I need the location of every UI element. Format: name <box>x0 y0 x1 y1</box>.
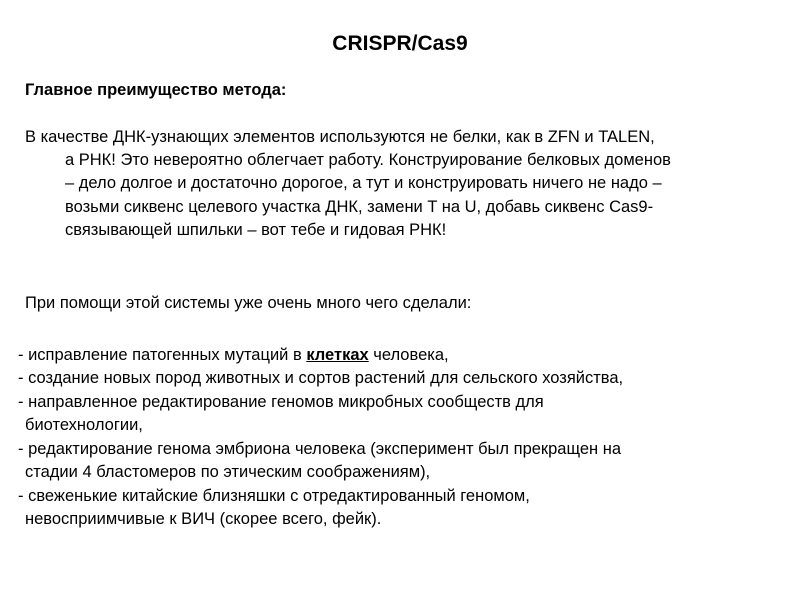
paragraph-line: а РНК! Это невероятно облегчает работу. Конструирование белковых доменов <box>65 151 671 169</box>
list-item-continuation: невосприимчивые к ВИЧ (скорее всего, фейк). <box>25 510 382 528</box>
list-item-continuation: биотехнологии, <box>25 416 143 434</box>
heading: Главное преимущество метода: <box>25 81 287 99</box>
list-item: - направленное редактирование геномов микробных сообществ для <box>18 393 544 411</box>
list-item <box>18 345 449 365</box>
intro-text: При помощи этой системы уже очень много чего сделали: <box>25 294 472 312</box>
list-item: - свеженькие китайские близняшки с отредактированный геномом, <box>18 487 530 505</box>
list-item-text: человека, <box>368 346 449 364</box>
slide-title: CRISPR/Cas9 <box>332 32 468 55</box>
paragraph-line: связывающей шпильки – вот тебе и гидовая РНК! <box>65 221 447 239</box>
list-item: - редактирование генома эмбриона человека (эксперимент был прекращен на <box>18 440 622 458</box>
list-item-continuation: стадии 4 бластомеров по этическим соображениям), <box>25 463 431 481</box>
emphasized-word: клетках <box>306 346 369 364</box>
list-item-text: - исправление патогенных мутаций в <box>18 346 307 364</box>
list-item: - создание новых пород животных и сортов растений для сельского хозяйства, <box>18 369 624 387</box>
paragraph-line: – дело долгое и достаточно дорогое, а тут и конструировать ничего не надо – <box>65 174 662 192</box>
paragraph-line: В качестве ДНК-узнающих элементов используются не белки, как в ZFN и TALEN, <box>25 128 655 146</box>
paragraph-line: возьми сиквенс целевого участка ДНК, замени T на U, добавь сиквенс Cas9- <box>65 198 654 216</box>
